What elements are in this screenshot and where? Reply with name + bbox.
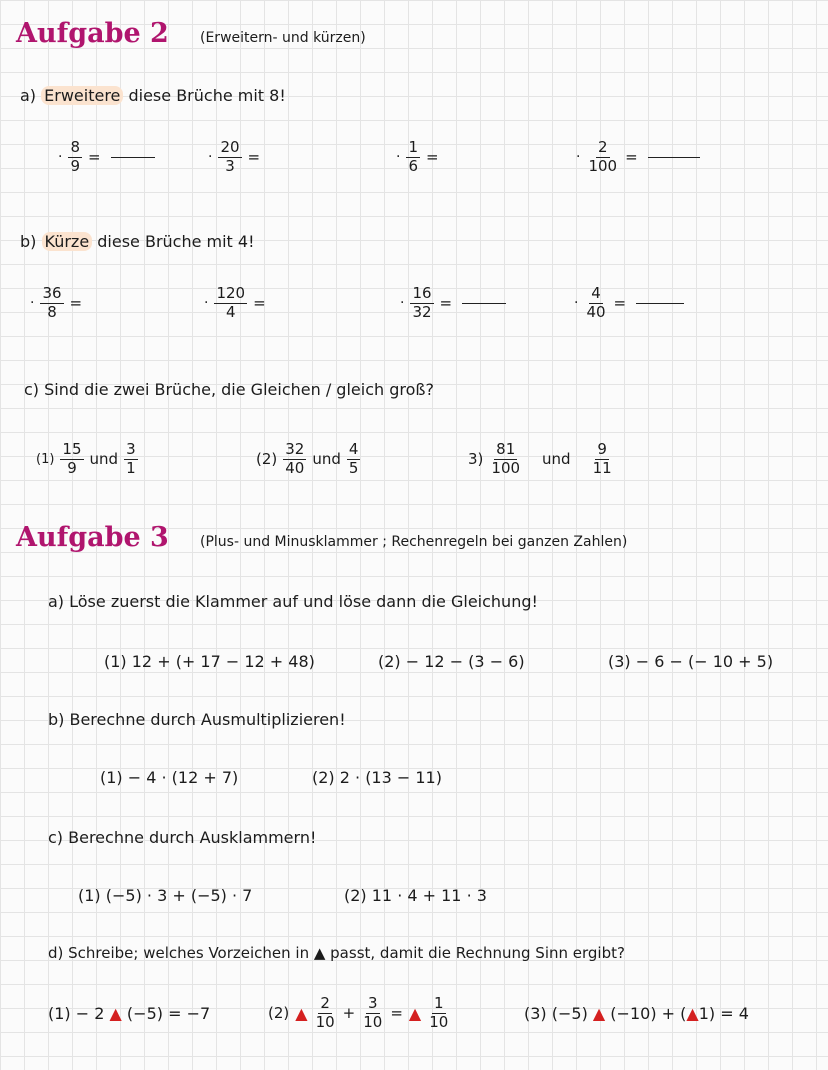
task2-subtitle: (Erweitern- und kürzen) <box>200 30 366 46</box>
task3d-item-1: (1) − 2 ▲ (−5) = −7 <box>48 1004 211 1023</box>
task2a-label: a) <box>20 86 37 105</box>
task2c-item-1: (1) $\frac{15}{9}$ und $\frac{3}{1}$ <box>36 440 136 477</box>
task2b-item-4: · $\frac{4}{40}$ = <box>574 286 684 321</box>
fraction: $\frac{20}{3}$ <box>220 138 240 175</box>
task3d-item-2: (2) ▲ $\frac{2}{10}$ + $\frac{3}{10}$ = ▲ $\frac{1}{10}$ <box>268 994 449 1031</box>
task2-title: Aufgabe 2 <box>16 18 169 49</box>
task2a-rest: diese Brüche mit 8! <box>128 86 286 105</box>
task2a-item-3: · $\frac{1}{6}$ = <box>396 138 439 175</box>
task3d-item-3: (3) (−5) ▲ (−10) + (▲1) = 4 <box>524 1004 749 1023</box>
task2a-item-2: · $\frac{20}{3}$ = <box>208 138 261 175</box>
task2a-item-4: · $\frac{2}{100}$ = <box>576 140 700 175</box>
triangle-icon: ▲ <box>109 1004 122 1023</box>
fraction: $\frac{2}{100}$ <box>588 138 618 175</box>
task3-subtitle: (Plus- und Minusklammer ; Rechenregeln bei ganzen Zahlen) <box>200 534 628 550</box>
task3b-instruction: b) Berechne durch Ausmultiplizieren! <box>48 710 346 729</box>
task2c-item-3: 3) $\frac{81}{100}$ und $\frac{9}{11}$ <box>468 440 612 477</box>
fraction: $\frac{36}{8}$ <box>42 284 62 321</box>
task3a-item-2: (2) − 12 − (3 − 6) <box>378 652 525 671</box>
task2b-item-2: · $\frac{120}{4}$ = <box>204 284 266 321</box>
task3a-item-3: (3) − 6 − (− 10 + 5) <box>608 652 774 671</box>
task2a-highlight: Erweitere <box>41 86 123 105</box>
task3c-item-1: (1) (−5) · 3 + (−5) · 7 <box>78 886 253 905</box>
fraction: $\frac{8}{9}$ <box>70 138 80 175</box>
triangle-icon: ▲ <box>686 1004 699 1023</box>
task2b-rest: diese Brüche mit 4! <box>97 232 255 251</box>
task2c-instruction: c) Sind die zwei Brüche, die Gleichen / gleich groß? <box>24 380 434 399</box>
task2a-item-1: · $\frac{8}{9}$ = <box>58 140 155 175</box>
task3a-item-1: (1) 12 + (+ 17 − 12 + 48) <box>104 652 315 671</box>
task2c-item-2: (2) $\frac{32}{40}$ und $\frac{4}{5}$ <box>256 440 359 477</box>
fraction: $\frac{120}{4}$ <box>216 284 246 321</box>
task2b-instruction <box>20 232 255 251</box>
fraction: $\frac{16}{32}$ <box>412 284 432 321</box>
triangle-icon: ▲ <box>592 1004 606 1023</box>
task3b-item-1: (1) − 4 · (12 + 7) <box>100 768 239 787</box>
task2b-highlight: Kürze <box>42 232 93 251</box>
fraction: $\frac{1}{6}$ <box>408 138 418 175</box>
task2b-item-1: · $\frac{36}{8}$ = <box>30 284 83 321</box>
triangle-icon: ▲ <box>408 1003 422 1023</box>
task3-title: Aufgabe 3 <box>16 522 169 553</box>
fraction: $\frac{4}{40}$ <box>586 284 606 321</box>
task3b-item-2: (2) 2 · (13 − 11) <box>312 768 442 787</box>
task2a-instruction <box>20 86 286 105</box>
task3d-instruction: d) Schreibe; welches Vorzeichen in ▲ passt, damit die Rechnung Sinn ergibt? <box>48 944 625 962</box>
task3c-instruction: c) Berechne durch Ausklammern! <box>48 828 317 847</box>
task2b-item-3: · $\frac{16}{32}$ = <box>400 286 506 321</box>
task3a-instruction: a) Löse zuerst die Klammer auf und löse dann die Gleichung! <box>48 592 538 611</box>
task2b-label: b) <box>20 232 37 251</box>
task3c-item-2: (2) 11 · 4 + 11 · 3 <box>344 886 487 905</box>
triangle-icon: ▲ <box>295 1003 308 1023</box>
